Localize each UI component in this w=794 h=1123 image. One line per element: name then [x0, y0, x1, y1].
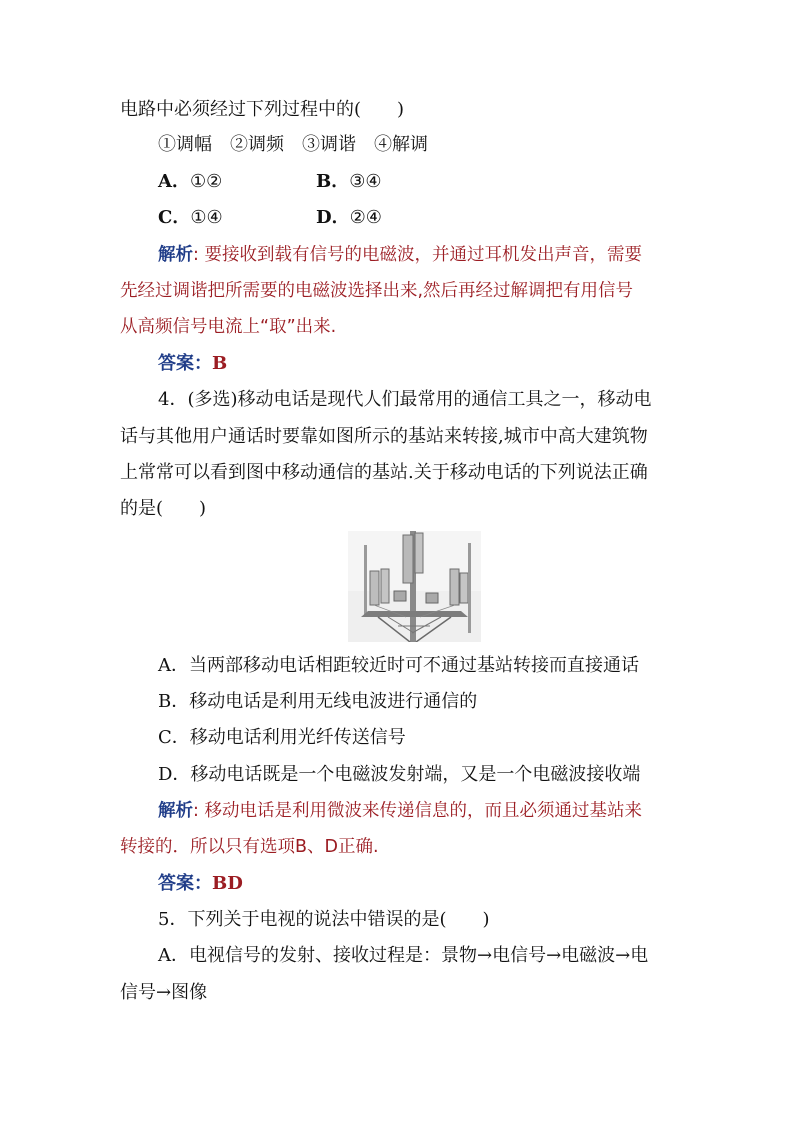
q4-stem-line-1 [158, 387, 652, 413]
q3-answer [158, 351, 227, 377]
q4-analysis-line-2: 转接的．所以只有选项B、D正确. [120, 837, 379, 857]
option-text: ③④ [349, 171, 382, 192]
answer-tag: 答案 [158, 873, 194, 894]
q3-items: ①调幅 ②调频 ③调谐 ④解调 [158, 134, 428, 155]
q4-stem-line-4: 的是( ) [120, 498, 207, 519]
analysis-text: : 移动电话是利用微波来传递信息的，而且必须通过基站来 [193, 801, 642, 821]
option-letter: D． [316, 207, 350, 228]
q4-analysis-line-1 [158, 798, 642, 824]
q4-stem-line-2: 话与其他用户通话时要靠如图所示的基站来转接,城市中高大建筑物 [120, 426, 648, 447]
answer-sep: ： [194, 353, 212, 374]
option-text: ①④ [190, 207, 223, 228]
q4-option-a: A．当两部移动电话相距较近时可不通过基站转接而直接通话 [158, 655, 639, 676]
option-text: ②④ [349, 207, 382, 228]
q5-option-a-line-2: 信号→图像 [120, 982, 208, 1003]
option-letter: A． [158, 171, 190, 192]
q4-option-d: D．移动电话既是一个电磁波发射端，又是一个电磁波接收端 [158, 764, 641, 785]
q4-stem-line-3: 上常常可以看到图中移动通信的基站.关于移动电话的下列说法正确 [120, 462, 648, 483]
option-letter: B． [316, 171, 350, 192]
stem-text: 4．(多选)移动电话是现代人们最常用的通信工具之一，移动电 [158, 389, 652, 410]
option-letter: C． [158, 207, 191, 228]
q3-analysis-line-2: 先经过调谐把所需要的电磁波选择出来,然后再经过解调把有用信号 [120, 281, 634, 301]
q4-option-b: B．移动电话是利用无线电波进行通信的 [158, 691, 478, 712]
base-station-illustration [348, 531, 481, 642]
answer-tag: 答案 [158, 353, 194, 374]
q3-option-d [316, 205, 382, 231]
base-station-photo [348, 531, 481, 642]
analysis-text: : 要接收到载有信号的电磁波，并通过耳机发出声音，需要 [193, 245, 642, 265]
q3-option-b [316, 169, 382, 195]
q5-stem: 5．下列关于电视的说法中错误的是( ) [158, 909, 490, 930]
q3-analysis-line-3: 从高频信号电流上“取”出来. [120, 317, 337, 337]
answer-value: BD [212, 873, 243, 894]
answer-sep: ： [194, 873, 212, 894]
q3-option-a [158, 169, 222, 195]
q3-option-c [158, 205, 223, 231]
option-text: ①② [189, 171, 223, 192]
analysis-tag: 解析 [158, 245, 193, 265]
analysis-tag: 解析 [158, 801, 193, 821]
q4-option-c: C．移动电话利用光纤传送信号 [158, 727, 406, 748]
q5-option-a-line-1: A．电视信号的发射、接收过程是：景物→电信号→电磁波→电 [158, 945, 649, 966]
answer-value: B [212, 353, 228, 374]
q3-analysis-line-1 [158, 242, 642, 268]
q4-answer [158, 871, 243, 897]
q3-stem-tail: 电路中必须经过下列过程中的( ) [120, 99, 405, 120]
